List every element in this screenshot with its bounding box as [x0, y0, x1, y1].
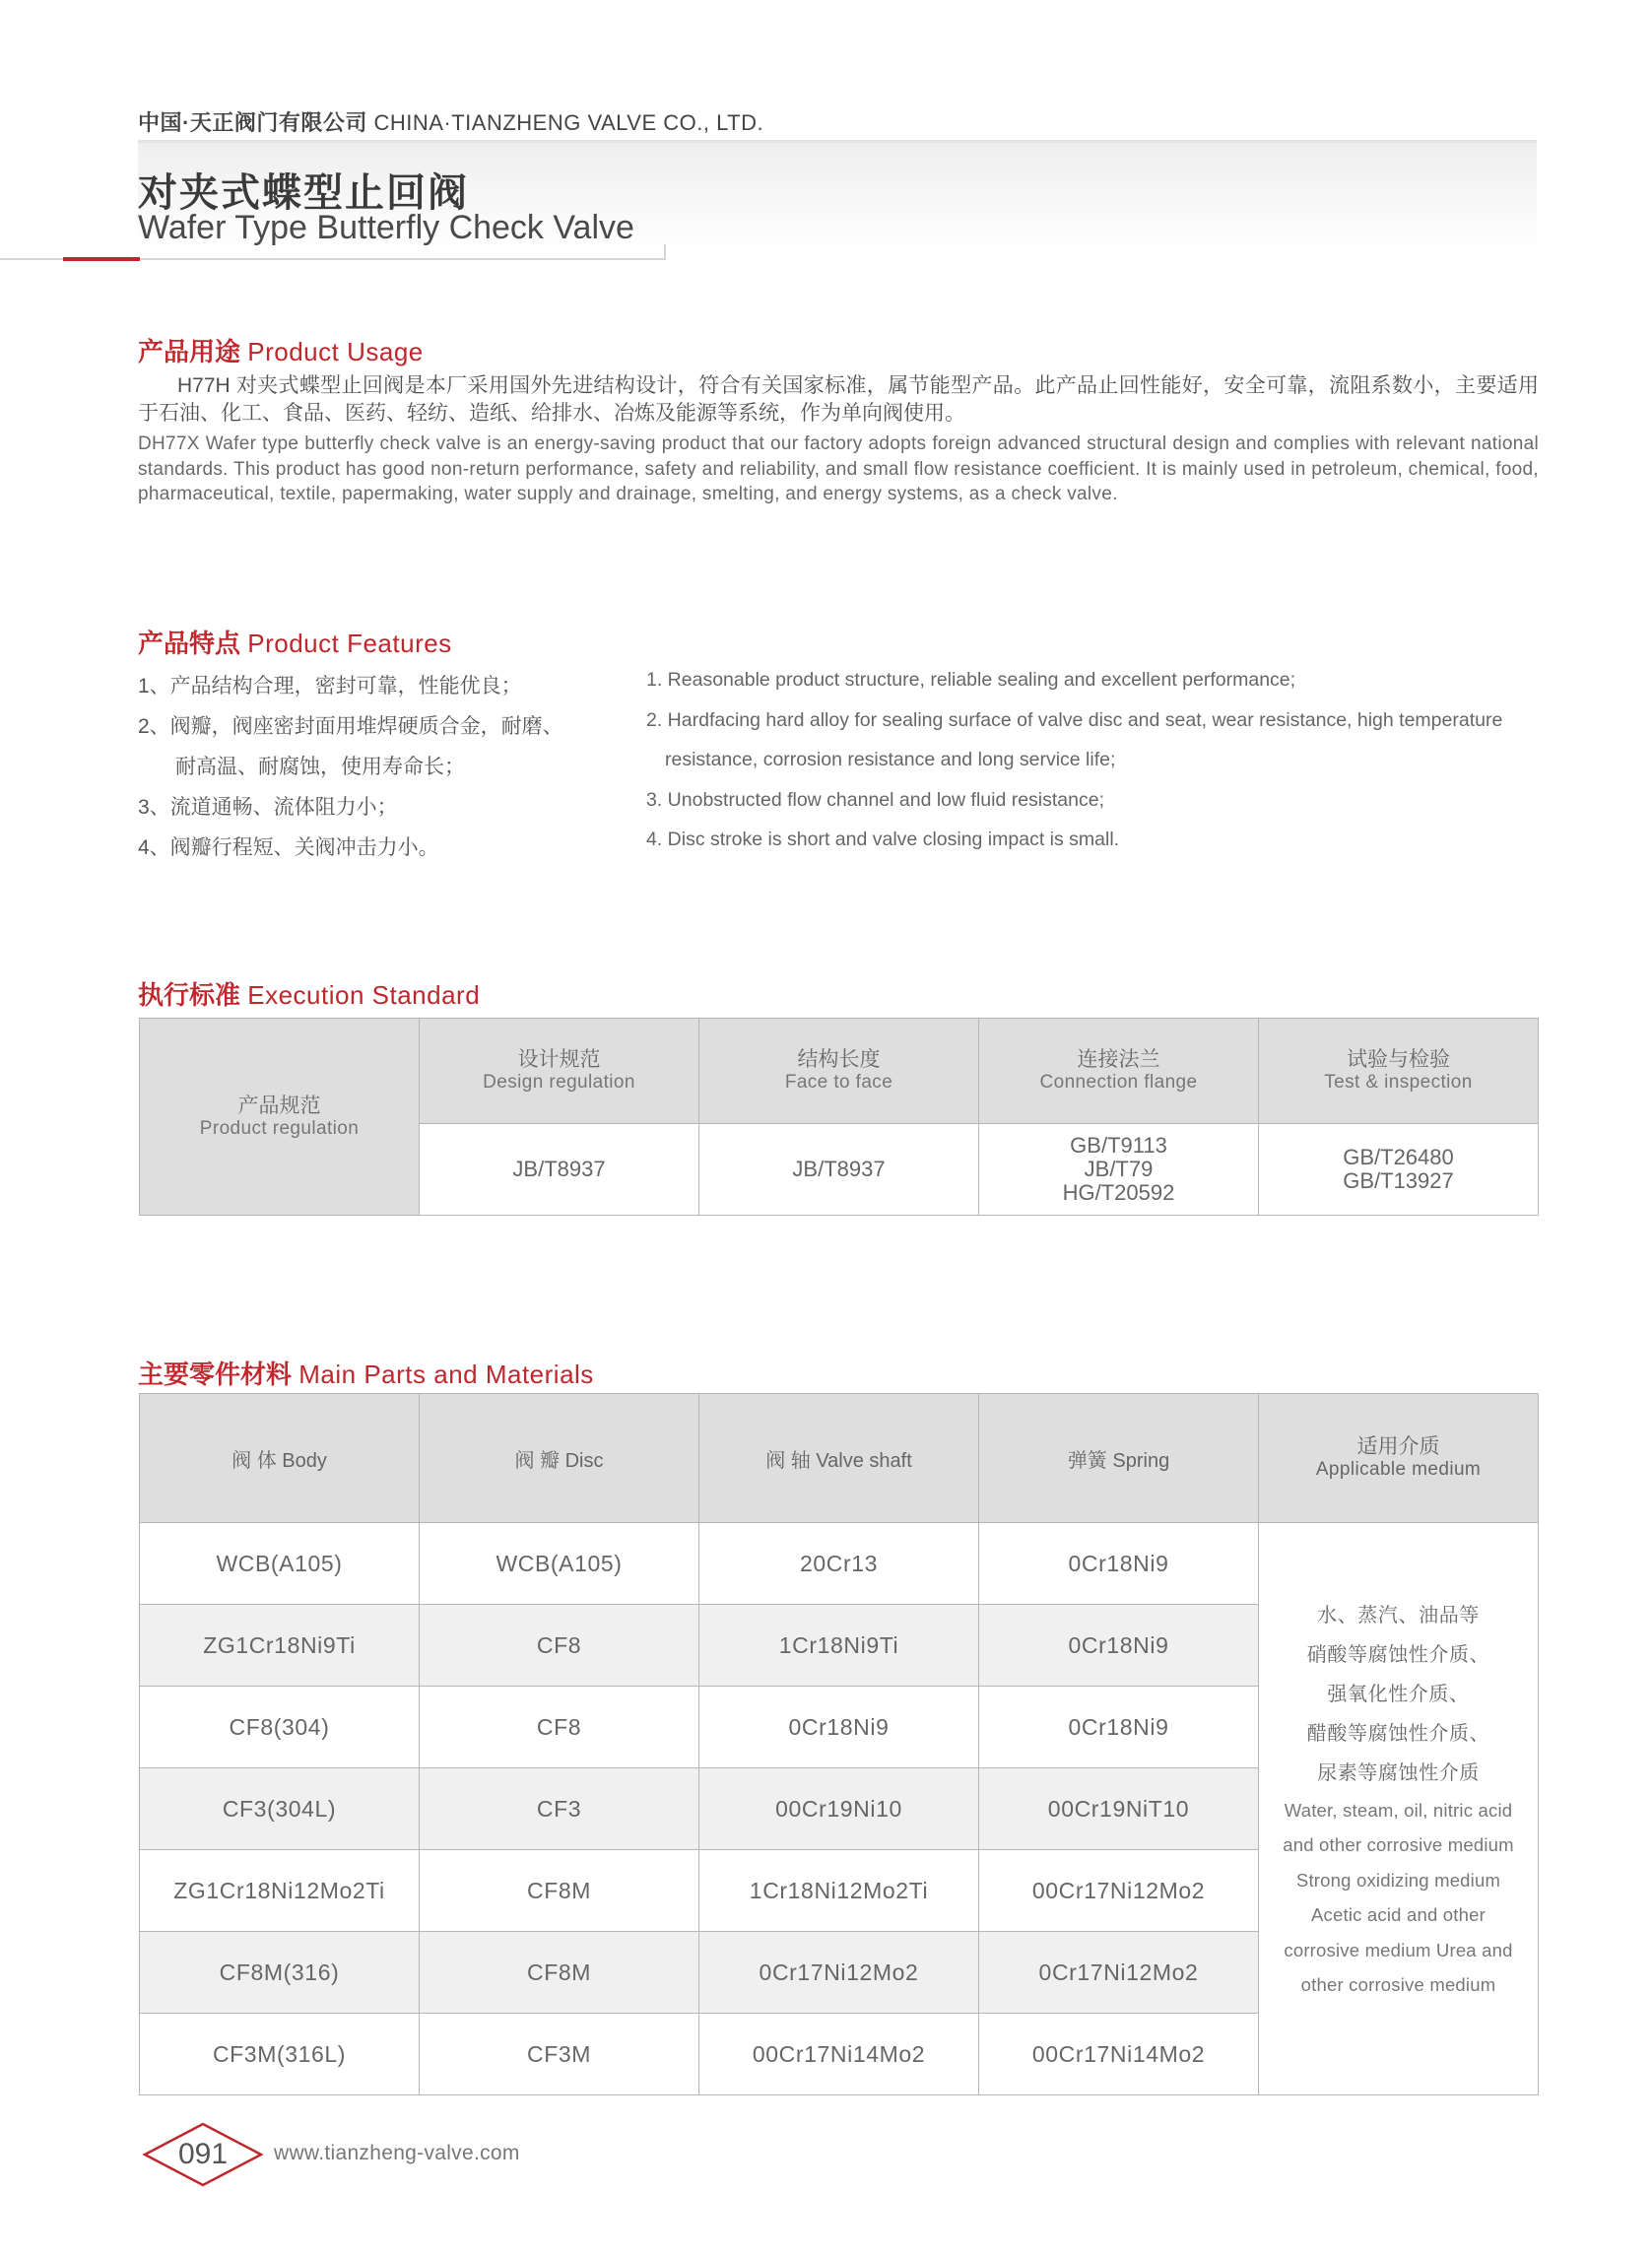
table-row	[140, 1019, 1539, 1124]
features-heading-cn: 产品特点	[138, 629, 241, 658]
medium-column-header	[1259, 1394, 1539, 1523]
connection-flange-header	[979, 1019, 1259, 1124]
company-name	[138, 106, 763, 137]
feature-cn-item: 1、产品结构合理，密封可靠，性能优良；	[138, 675, 522, 697]
disc-cell: CF8M	[420, 1850, 699, 1932]
product-regulation-cell	[140, 1019, 420, 1216]
header-cn: 阀 瓣	[514, 1449, 561, 1472]
header-cn: 阀 体	[231, 1449, 277, 1472]
materials-heading	[138, 1355, 594, 1391]
connection-flange-value	[979, 1124, 1259, 1216]
standard-heading	[138, 975, 480, 1012]
header-cn: 适用介质	[1356, 1435, 1440, 1458]
shaft-cell: 20Cr13	[699, 1523, 979, 1605]
medium-en-line: other corrosive medium	[1300, 1974, 1496, 1995]
column-header-en: Design regulation	[483, 1072, 635, 1093]
standard-code: JB/T8937	[512, 1157, 606, 1181]
medium-en-line: corrosive medium Urea and	[1284, 1939, 1513, 1960]
disc-cell: CF8M	[420, 1932, 699, 2014]
feature-en-item: 2. Hardfacing hard alloy for sealing surface of valve disc and seat, wear resistance, high temperature	[646, 708, 1503, 731]
product-regulation-en: Product regulation	[199, 1117, 360, 1139]
spring-cell: 0Cr17Ni12Mo2	[979, 1932, 1259, 2014]
body-cell: CF8M(316)	[140, 1932, 420, 2014]
face-to-face-header	[699, 1019, 979, 1124]
features-list-en	[646, 660, 1502, 860]
usage-heading-cn: 产品用途	[138, 337, 241, 366]
standard-code: JB/T8937	[792, 1157, 886, 1181]
medium-en-line: Water, steam, oil, nitric acid	[1284, 1799, 1513, 1821]
company-name-cn: 中国·天正阀门有限公司	[138, 110, 367, 135]
materials-heading-en: Main Parts and Materials	[298, 1360, 594, 1389]
usage-text-cn-body: H77H 对夹式蝶型止回阀是本厂采用国外先进结构设计，符合有关国家标准，属节能型产品。此产品止回性能好，安全可靠，流阻系数小，主要适用于石油、化工、食品、医药、轻纺、造纸、给排水、冶炼及能源等系统，作为单向阀使用。	[138, 374, 1539, 425]
shaft-cell: 0Cr18Ni9	[699, 1687, 979, 1768]
usage-heading-en: Product Usage	[247, 337, 424, 366]
website-url: www.tianzheng-valve.com	[274, 2142, 520, 2164]
body-cell: CF3M(316L)	[140, 2014, 420, 2095]
standard-code: GB/T9113	[1070, 1133, 1167, 1158]
standard-heading-en: Execution Standard	[247, 980, 481, 1010]
medium-cn-line: 尿素等腐蚀性介质	[1317, 1761, 1480, 1784]
usage-text-en: DH77X Wafer type butterfly check valve is an energy-saving product that our factory adopts foreign advanced structural design and complies with relevant national standards. This product has good non-return performance, safety and reliability, and small flow resistance coefficient. It is mainly used in petroleum, chemical, food, pharmaceutical, textile, papermaking, water supply and drainage, smelting, and energy systems, as a check valve.	[138, 433, 1539, 504]
company-name-en: CHINA·TIANZHENG VALVE CO., LTD.	[373, 110, 764, 135]
body-column-header	[140, 1394, 420, 1523]
disc-cell: CF8	[420, 1605, 699, 1687]
usage-text-cn	[138, 372, 1539, 428]
column-header-en: Connection flange	[1039, 1072, 1198, 1093]
header-en: Body	[282, 1449, 327, 1472]
execution-standard-table	[139, 1018, 1539, 1216]
medium-en-line: and other corrosive medium	[1283, 1834, 1514, 1855]
materials-heading-cn: 主要零件材料	[138, 1360, 293, 1389]
medium-cn-line: 水、蒸汽、油品等	[1317, 1604, 1480, 1626]
table-row	[140, 1523, 1539, 1605]
shaft-cell: 0Cr17Ni12Mo2	[699, 1932, 979, 2014]
standard-code: JB/T79	[1084, 1157, 1154, 1181]
disc-column-header	[420, 1394, 699, 1523]
design-regulation-value	[420, 1124, 699, 1216]
spring-column-header	[979, 1394, 1259, 1523]
page-title-cn: 对夹式蝶型止回阀	[138, 171, 469, 215]
spring-cell: 0Cr18Ni9	[979, 1687, 1259, 1768]
product-regulation-cn: 产品规范	[237, 1094, 321, 1117]
features-heading	[138, 624, 452, 660]
medium-cn-line: 硝酸等腐蚀性介质、	[1306, 1643, 1490, 1666]
standard-heading-cn: 执行标准	[138, 980, 241, 1010]
feature-en-item: 3. Unobstructed flow channel and low fluid resistance;	[646, 788, 1105, 811]
valve-shaft-column-header	[699, 1394, 979, 1523]
header-en: Disc	[564, 1449, 604, 1472]
materials-header-row	[140, 1394, 1539, 1523]
medium-en-line: Acetic acid and other	[1311, 1904, 1486, 1925]
body-cell: CF8(304)	[140, 1687, 420, 1768]
spring-cell: 00Cr17Ni14Mo2	[979, 2014, 1259, 2095]
feature-en-item: 4. Disc stroke is short and valve closing impact is small.	[646, 829, 1120, 850]
disc-cell: CF3M	[420, 2014, 699, 2095]
materials-table	[139, 1393, 1539, 2095]
body-cell: ZG1Cr18Ni9Ti	[140, 1605, 420, 1687]
features-list-cn	[138, 666, 563, 868]
column-header-cn: 设计规范	[517, 1048, 601, 1071]
standard-code: HG/T20592	[1062, 1180, 1175, 1205]
header-divider	[138, 140, 1537, 143]
feature-en-item: 1. Reasonable product structure, reliable sealing and excellent performance;	[646, 669, 1296, 691]
test-inspection-header	[1259, 1019, 1539, 1124]
body-cell: WCB(A105)	[140, 1523, 420, 1605]
header-en: Spring	[1112, 1449, 1170, 1472]
body-cell: ZG1Cr18Ni12Mo2Ti	[140, 1850, 420, 1932]
standard-code: GB/T26480	[1343, 1145, 1454, 1169]
header-en: Valve shaft	[816, 1449, 912, 1472]
page-number: 091	[177, 2138, 229, 2170]
medium-cn-line: 醋酸等腐蚀性介质、	[1306, 1722, 1490, 1745]
shaft-cell: 1Cr18Ni12Mo2Ti	[699, 1850, 979, 1932]
spring-cell: 0Cr18Ni9	[979, 1605, 1259, 1687]
feature-en-item: resistance, corrosion resistance and long service life;	[665, 749, 1116, 770]
disc-cell: CF3	[420, 1768, 699, 1850]
header-cn: 弹簧	[1067, 1449, 1107, 1472]
features-heading-en: Product Features	[247, 629, 452, 658]
spring-cell: 0Cr18Ni9	[979, 1523, 1259, 1605]
title-accent-bar	[63, 257, 140, 261]
header-en: Applicable medium	[1315, 1459, 1482, 1480]
body-cell: CF3(304L)	[140, 1768, 420, 1850]
design-regulation-header	[420, 1019, 699, 1124]
spring-cell: 00Cr19NiT10	[979, 1768, 1259, 1850]
column-header-en: Face to face	[784, 1072, 893, 1093]
shaft-cell: 00Cr19Ni10	[699, 1768, 979, 1850]
feature-cn-item: 2、阀瓣，阀座密封面用堆焊硬质合金，耐磨、	[138, 715, 563, 738]
title-underline-tick	[664, 244, 666, 260]
feature-cn-item: 4、阀瓣行程短、关阀冲击力小。	[138, 836, 439, 859]
page-title-en: Wafer Type Butterfly Check Valve	[138, 209, 634, 246]
column-header-cn: 连接法兰	[1077, 1048, 1160, 1071]
column-header-cn: 试验与检验	[1347, 1048, 1450, 1071]
column-header-en: Test & inspection	[1324, 1072, 1473, 1093]
header-cn: 阀 轴	[765, 1449, 811, 1472]
disc-cell: WCB(A105)	[420, 1523, 699, 1605]
feature-cn-item: 耐高温、耐腐蚀，使用寿命长；	[175, 756, 465, 778]
shaft-cell: 00Cr17Ni14Mo2	[699, 2014, 979, 2095]
spring-cell: 00Cr17Ni12Mo2	[979, 1850, 1259, 1932]
shaft-cell: 1Cr18Ni9Ti	[699, 1605, 979, 1687]
usage-heading	[138, 332, 424, 368]
disc-cell: CF8	[420, 1687, 699, 1768]
face-to-face-value	[699, 1124, 979, 1216]
applicable-medium-cell	[1259, 1523, 1539, 2095]
medium-cn-line: 强氧化性介质、	[1327, 1683, 1470, 1705]
column-header-cn: 结构长度	[797, 1048, 881, 1071]
feature-cn-item: 3、流道通畅、流体阻力小；	[138, 796, 398, 819]
medium-en-line: Strong oxidizing medium	[1295, 1869, 1501, 1891]
standard-code: GB/T13927	[1343, 1168, 1454, 1193]
test-inspection-value	[1259, 1124, 1539, 1216]
